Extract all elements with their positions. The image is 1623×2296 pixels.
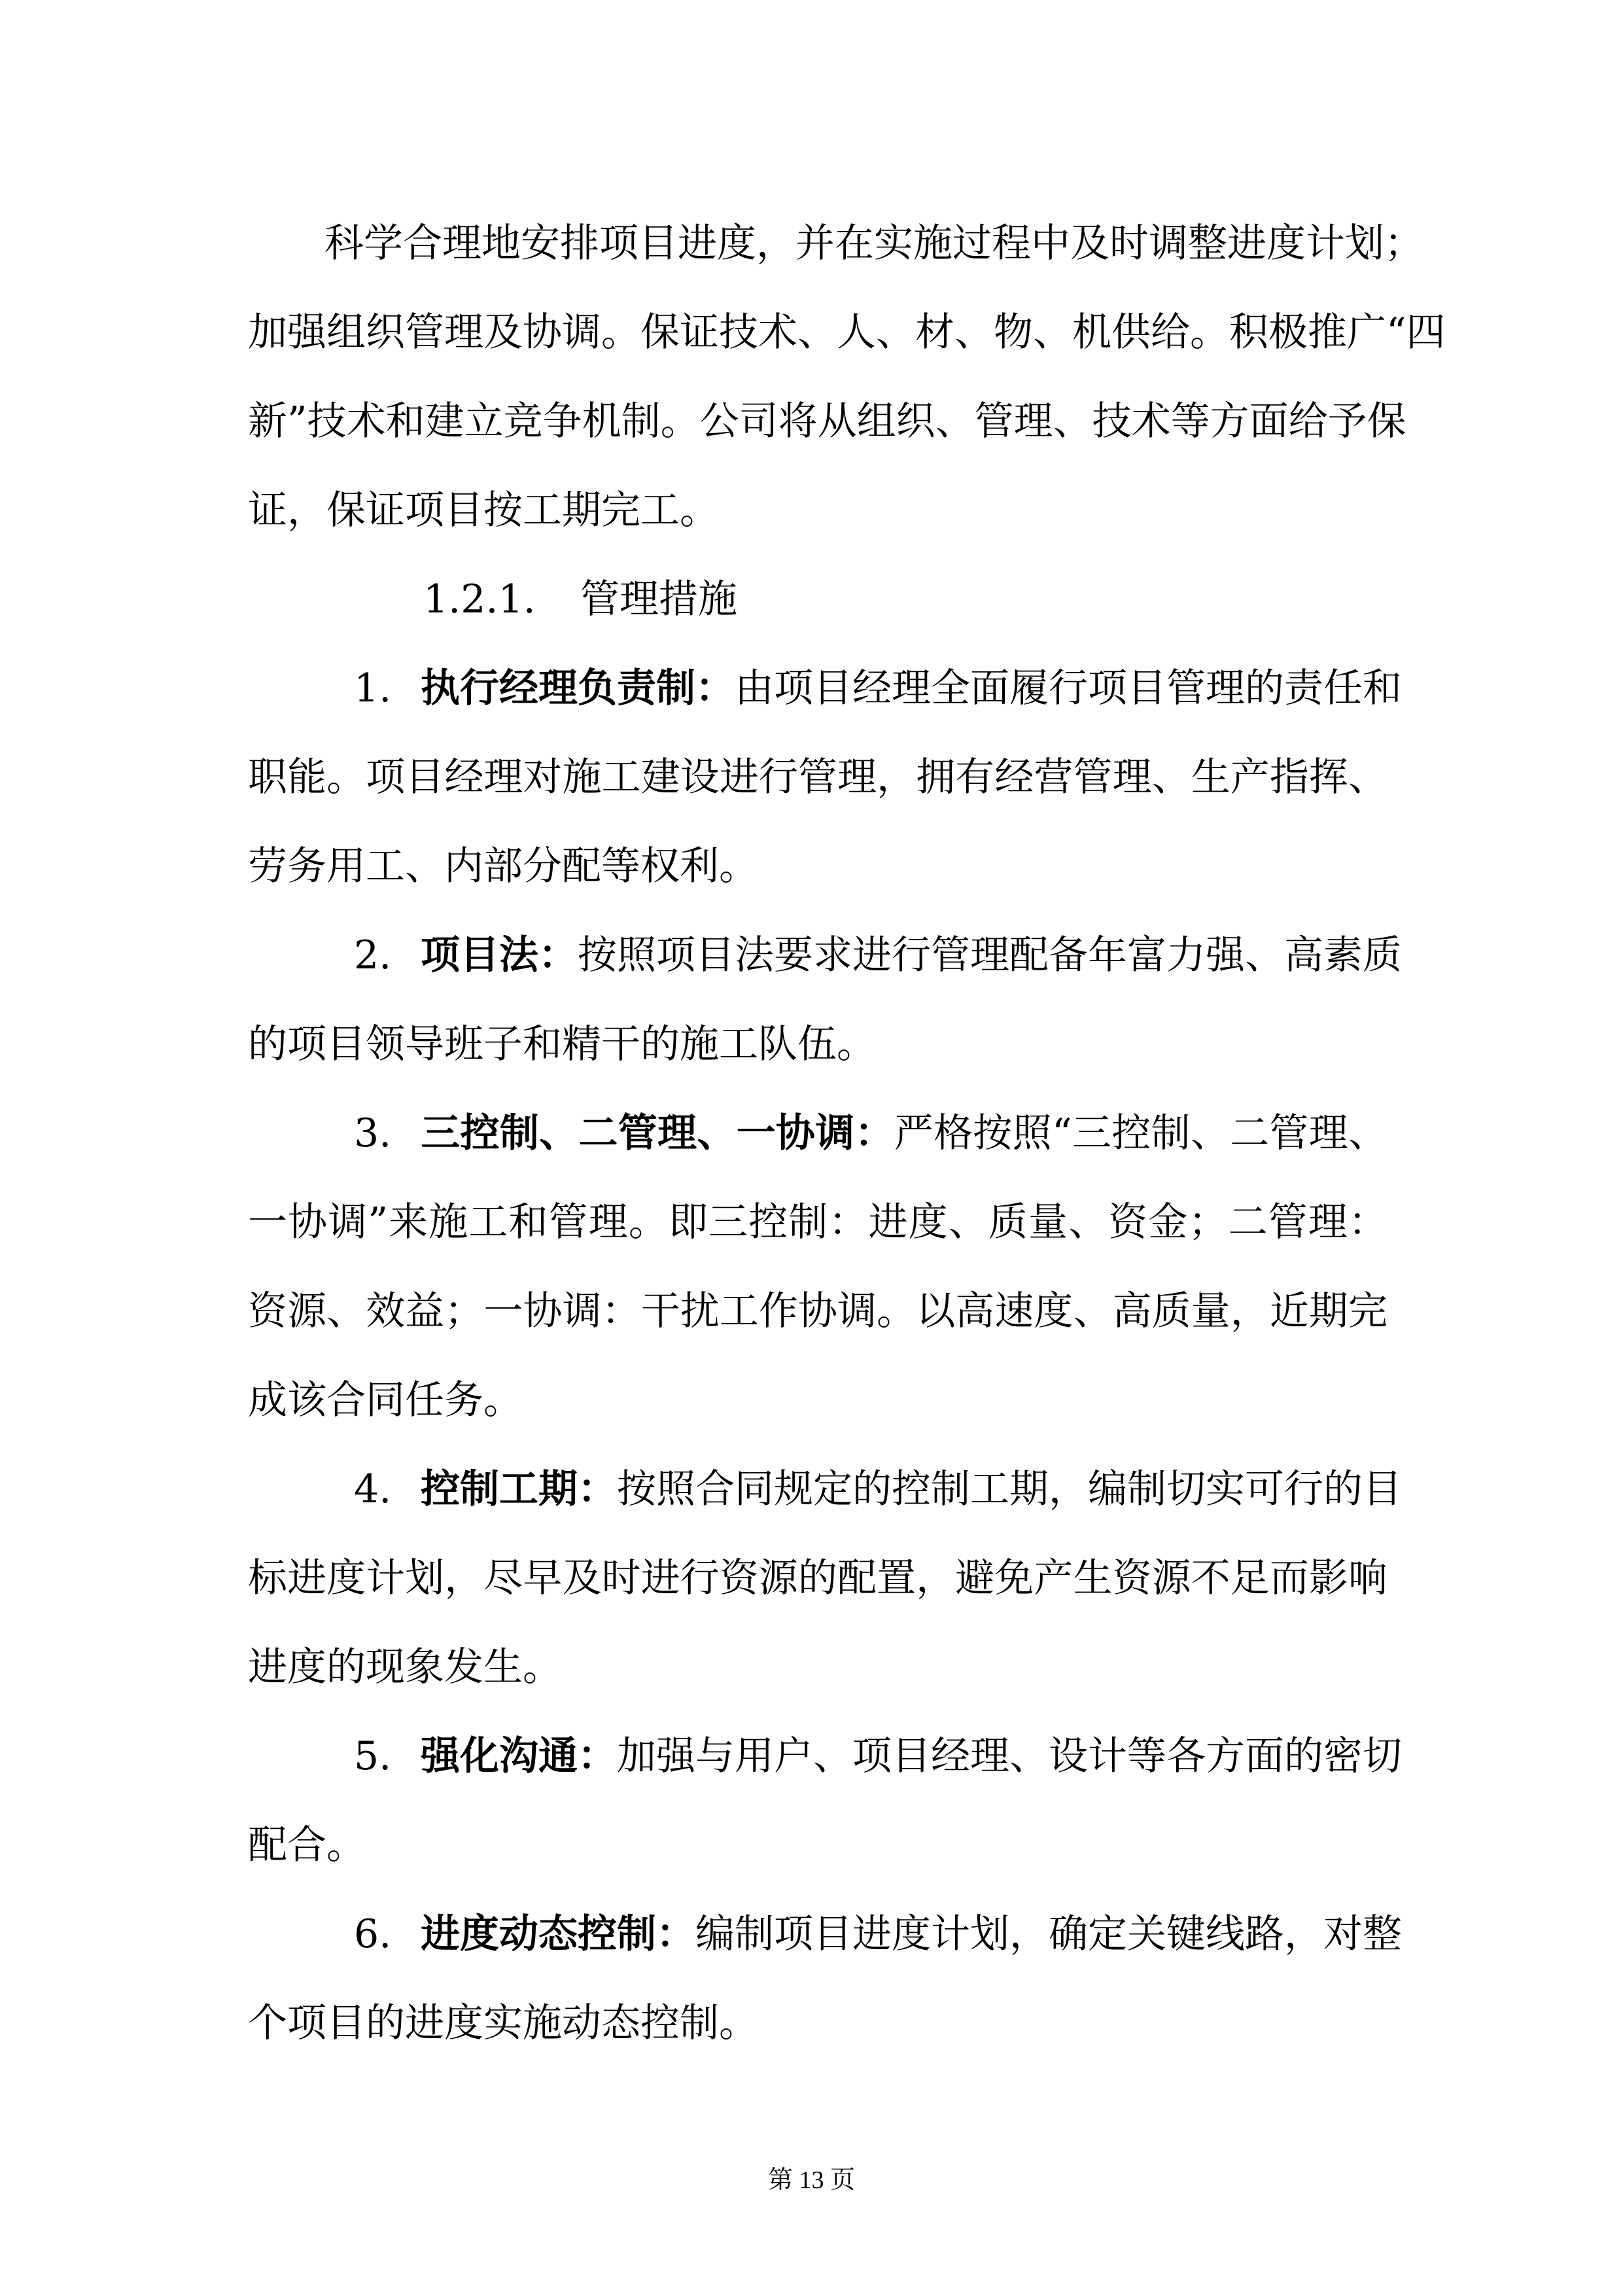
text-line: 成该合同任务。 bbox=[248, 1377, 523, 1423]
text-line bbox=[248, 1712, 1402, 1801]
intro-paragraph bbox=[248, 199, 1446, 555]
section-title: 管理措施 bbox=[580, 576, 737, 622]
item-number: 3. bbox=[354, 1110, 392, 1156]
item-text: 编制项目进度计划，确定关键线路，对整 bbox=[695, 1911, 1402, 1957]
list-item bbox=[248, 1089, 1387, 1445]
item-text: 严格按照“三控制、二管理、 bbox=[894, 1110, 1387, 1156]
item-text: 由项目经理全面履行项目管理的责任和 bbox=[735, 665, 1402, 711]
section-heading bbox=[248, 555, 1387, 644]
text-line: 个项目的进度实施动态控制。 bbox=[248, 2000, 758, 2046]
text-line bbox=[248, 911, 1402, 1000]
list-item bbox=[248, 644, 1402, 911]
text-line: 标进度计划，尽早及时进行资源的配置，避免产生资源不足而影响 bbox=[248, 1555, 1387, 1601]
item-number: 1. bbox=[354, 665, 392, 711]
text-line: 的项目领导班子和精干的施工队伍。 bbox=[248, 1021, 876, 1067]
item-term: 项目法： bbox=[421, 932, 578, 978]
list-item bbox=[248, 911, 1402, 1089]
text-line: 配合。 bbox=[248, 1822, 366, 1868]
item-term: 强化沟通： bbox=[421, 1733, 617, 1779]
text-line: 科学合理地安排项目进度，并在实施过程中及时调整进度计划； bbox=[324, 221, 1423, 266]
item-term: 三控制、二管理、一协调： bbox=[421, 1110, 894, 1156]
item-number: 2. bbox=[354, 932, 392, 978]
item-number: 6. bbox=[354, 1911, 392, 1957]
item-text: 按照项目法要求进行管理配备年富力强、高素质 bbox=[578, 932, 1402, 978]
page-number-footer: 第 13 页 bbox=[767, 2166, 855, 2194]
text-line: 新”技术和建立竞争机制。公司将从组织、管理、技术等方面给予保 bbox=[248, 398, 1406, 444]
text-line bbox=[248, 1445, 1402, 1534]
text-line: 加强组织管理及协调。保证技术、人、材、物、机供给。积极推广“四 bbox=[248, 309, 1446, 355]
section-number: 1.2.1. bbox=[423, 576, 536, 622]
list-item bbox=[248, 1890, 1402, 2068]
item-term: 控制工期： bbox=[421, 1466, 617, 1512]
text-line bbox=[248, 1089, 1387, 1178]
list-item bbox=[248, 1712, 1402, 1890]
text-line bbox=[248, 644, 1402, 733]
text-line bbox=[248, 1890, 1402, 1979]
item-text: 按照合同规定的控制工期，编制切实可行的目 bbox=[617, 1466, 1402, 1512]
item-text: 加强与用户、项目经理、设计等各方面的密切 bbox=[617, 1733, 1402, 1779]
item-term: 进度动态控制： bbox=[421, 1911, 695, 1957]
text-line: 证，保证项目按工期完工。 bbox=[248, 487, 719, 533]
item-number: 4. bbox=[354, 1466, 392, 1512]
document-body bbox=[248, 199, 1446, 2068]
item-term: 执行经理负责制： bbox=[421, 665, 735, 711]
list-item bbox=[248, 1445, 1402, 1712]
text-line: 劳务用工、内部分配等权利。 bbox=[248, 843, 758, 889]
text-line: 职能。项目经理对施工建设进行管理，拥有经营管理、生产指挥、 bbox=[248, 754, 1387, 800]
text-line: 资源、效益；一协调：干扰工作协调。以高速度、高质量，近期完 bbox=[248, 1288, 1387, 1334]
text-line: 一协调”来施工和管理。即三控制：进度、质量、资金；二管理： bbox=[248, 1199, 1387, 1245]
item-number: 5. bbox=[354, 1733, 392, 1779]
text-line: 进度的现象发生。 bbox=[248, 1644, 562, 1690]
